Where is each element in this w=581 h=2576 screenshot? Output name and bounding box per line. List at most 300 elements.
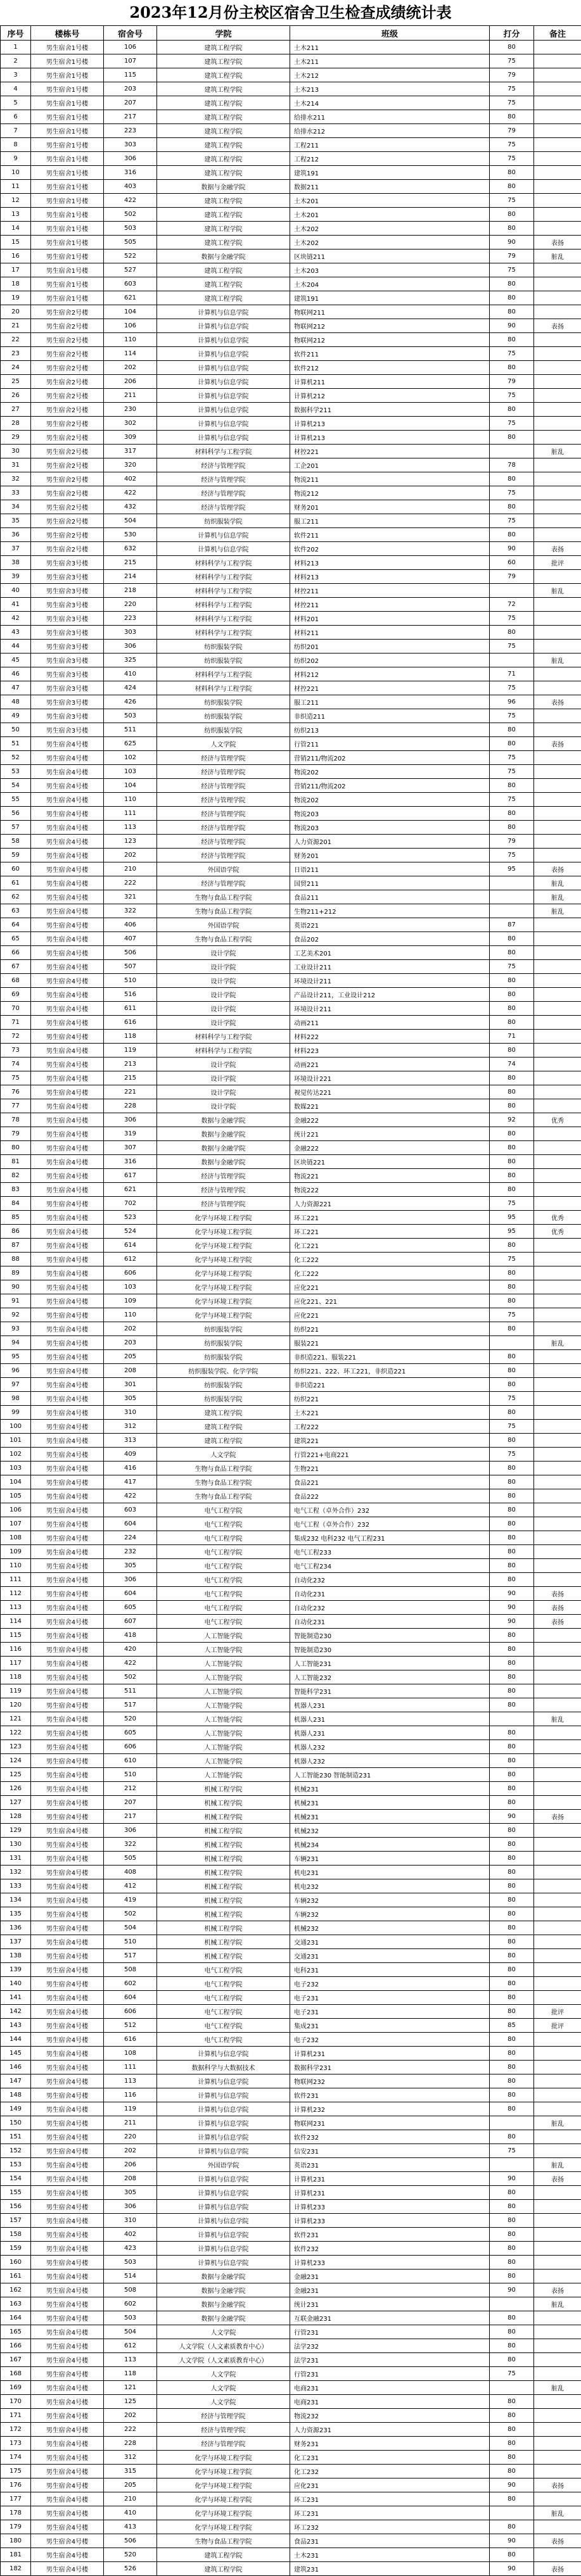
cell-class: 材料223 — [290, 1044, 490, 1058]
cell-class: 计算机213 — [290, 417, 490, 431]
cell-remark — [534, 110, 581, 124]
cell-remark — [534, 347, 581, 361]
cell-room: 312 — [104, 1420, 157, 1434]
cell-score: 80 — [490, 1266, 534, 1280]
table-row — [1, 653, 581, 667]
table-row — [1, 2102, 581, 2116]
cell-remark — [534, 263, 581, 277]
cell-score: 90 — [490, 542, 534, 556]
cell-remark — [534, 1002, 581, 1016]
cell-remark — [534, 1796, 581, 1810]
cell-college: 数据与金融学院 — [157, 2283, 290, 2297]
cell-college: 人工智能学院 — [157, 1684, 290, 1698]
cell-score: 80 — [490, 1573, 534, 1587]
cell-class: 电商231 — [290, 2395, 490, 2409]
cell-building: 男生宿舍4号楼 — [31, 2548, 104, 2562]
cell-score — [490, 904, 534, 918]
cell-score: 80 — [490, 1963, 534, 1977]
cell-room: 228 — [104, 2437, 157, 2451]
cell-room: 306 — [104, 152, 157, 166]
cell-class: 车辆231 — [290, 1852, 490, 1866]
cell-remark — [534, 681, 581, 695]
col-header-building: 楼栋号 — [31, 26, 104, 41]
cell-college: 材料科学与工程学院 — [157, 1030, 290, 1044]
cell-building: 男生宿舍4号楼 — [31, 918, 104, 932]
cell-college: 计算机与信息学院 — [157, 2172, 290, 2186]
cell-index: 71 — [1, 1016, 31, 1030]
cell-room: 222 — [104, 876, 157, 890]
table-row — [1, 1670, 581, 1684]
cell-score: 80 — [490, 1796, 534, 1810]
cell-score: 75 — [490, 751, 534, 765]
cell-building: 男生宿舍4号楼 — [31, 821, 104, 835]
cell-college: 人文学院 — [157, 2367, 290, 2381]
cell-score: 75 — [490, 54, 534, 68]
cell-building: 男生宿舍4号楼 — [31, 1559, 104, 1573]
cell-index: 166 — [1, 2339, 31, 2353]
table-row — [1, 124, 581, 138]
cell-college: 材料科学与工程学院 — [157, 556, 290, 570]
cell-remark — [534, 1670, 581, 1684]
cell-remark: 表扬 — [534, 2172, 581, 2186]
cell-score: 80 — [490, 1698, 534, 1712]
cell-college: 计算机与信息学院 — [157, 2242, 290, 2256]
cell-class: 机电232 — [290, 1879, 490, 1893]
cell-room: 502 — [104, 1907, 157, 1921]
cell-index: 42 — [1, 612, 31, 626]
cell-class: 人力资源221 — [290, 1197, 490, 1211]
cell-class: 金融231 — [290, 2270, 490, 2283]
cell-college: 材料科学与工程学院 — [157, 1044, 290, 1058]
cell-score: 80 — [490, 2061, 534, 2074]
table-row — [1, 1322, 581, 1336]
cell-remark: 脏乱 — [534, 2158, 581, 2172]
cell-college: 材料科学与工程学院 — [157, 570, 290, 584]
cell-remark — [534, 1503, 581, 1517]
cell-building: 男生宿舍4号楼 — [31, 2520, 104, 2534]
cell-building: 男生宿舍4号楼 — [31, 1099, 104, 1113]
cell-room: 301 — [104, 1378, 157, 1392]
cell-college: 生物与食品工程学院 — [157, 1475, 290, 1489]
cell-class: 机械234 — [290, 1838, 490, 1852]
cell-class: 英语221 — [290, 918, 490, 932]
cell-class: 物流221 — [290, 1169, 490, 1183]
cell-remark: 脏乱 — [534, 904, 581, 918]
cell-remark — [534, 2423, 581, 2437]
table-row — [1, 1824, 581, 1838]
cell-index: 51 — [1, 737, 31, 751]
table-row — [1, 2242, 581, 2256]
cell-remark: 脏乱 — [534, 2116, 581, 2130]
cell-score: 75 — [490, 1420, 534, 1434]
cell-class: 信安231 — [290, 2144, 490, 2158]
cell-class: 机器人232 — [290, 1754, 490, 1768]
table-row — [1, 1141, 581, 1155]
cell-score: 80 — [490, 1489, 534, 1503]
cell-score: 80 — [490, 2325, 534, 2339]
cell-index: 178 — [1, 2506, 31, 2520]
cell-index: 165 — [1, 2325, 31, 2339]
cell-class: 统计221 — [290, 1127, 490, 1141]
cell-building: 男生宿舍4号楼 — [31, 1294, 104, 1308]
cell-room: 316 — [104, 1155, 157, 1169]
cell-class: 土木204 — [290, 277, 490, 291]
cell-college: 经济与管理学院 — [157, 486, 290, 500]
table-row — [1, 570, 581, 584]
table-row — [1, 2520, 581, 2534]
cell-index: 101 — [1, 1434, 31, 1448]
cell-building: 男生宿舍4号楼 — [31, 2325, 104, 2339]
cell-remark: 表扬 — [534, 319, 581, 333]
cell-room: 621 — [104, 291, 157, 305]
cell-college: 人文学院 — [157, 737, 290, 751]
cell-score: 80 — [490, 1670, 534, 1684]
cell-remark — [534, 779, 581, 793]
cell-score: 80 — [490, 1364, 534, 1378]
table-row — [1, 166, 581, 180]
cell-remark — [534, 1392, 581, 1406]
table-row — [1, 1866, 581, 1879]
cell-index: 83 — [1, 1183, 31, 1197]
cell-index: 10 — [1, 166, 31, 180]
cell-index: 39 — [1, 570, 31, 584]
cell-index: 53 — [1, 765, 31, 779]
cell-index: 59 — [1, 849, 31, 862]
cell-class: 软件212 — [290, 361, 490, 375]
cell-room: 422 — [104, 1489, 157, 1503]
cell-remark — [534, 2311, 581, 2325]
cell-building: 男生宿舍4号楼 — [31, 904, 104, 918]
table-row — [1, 1350, 581, 1364]
cell-room: 202 — [104, 361, 157, 375]
cell-college: 化学与环境工程学院 — [157, 1253, 290, 1266]
cell-score: 79 — [490, 375, 534, 389]
cell-class: 土木213 — [290, 82, 490, 96]
cell-class: 材料213 — [290, 570, 490, 584]
cell-room: 305 — [104, 2186, 157, 2200]
table-row — [1, 222, 581, 236]
cell-score: 80 — [490, 2548, 534, 2562]
table-row — [1, 431, 581, 445]
cell-class: 土木211 — [290, 54, 490, 68]
cell-remark: 脏乱 — [534, 249, 581, 263]
cell-college: 机械工程学院 — [157, 1893, 290, 1907]
cell-score: 75 — [490, 138, 534, 152]
cell-remark — [534, 849, 581, 862]
cell-remark — [534, 2228, 581, 2242]
cell-college: 经济与管理学院 — [157, 849, 290, 862]
cell-index: 27 — [1, 403, 31, 417]
cell-college: 数据与金融学院 — [157, 1141, 290, 1155]
cell-class: 食品202 — [290, 932, 490, 946]
cell-remark — [534, 500, 581, 514]
cell-remark — [534, 2256, 581, 2270]
cell-remark — [534, 291, 581, 305]
table-row — [1, 1712, 581, 1726]
cell-building: 男生宿舍1号楼 — [31, 180, 104, 194]
cell-score: 80 — [490, 1852, 534, 1866]
table-body — [1, 41, 581, 2576]
cell-college: 机械工程学院 — [157, 1866, 290, 1879]
table-row — [1, 1253, 581, 1266]
cell-index: 76 — [1, 1085, 31, 1099]
cell-remark — [534, 96, 581, 110]
cell-score: 75 — [490, 960, 534, 974]
cell-index: 110 — [1, 1559, 31, 1573]
cell-index: 17 — [1, 263, 31, 277]
cell-building: 男生宿舍1号楼 — [31, 124, 104, 138]
cell-building: 男生宿舍2号楼 — [31, 431, 104, 445]
cell-score: 80 — [490, 2409, 534, 2423]
cell-remark — [534, 375, 581, 389]
cell-class: 化工222 — [290, 1266, 490, 1280]
cell-college: 数据与金融学院 — [157, 2297, 290, 2311]
cell-building: 男生宿舍4号楼 — [31, 2534, 104, 2548]
table-row — [1, 1489, 581, 1503]
cell-class: 机械232 — [290, 1824, 490, 1838]
table-row — [1, 1615, 581, 1629]
table-row — [1, 1364, 581, 1378]
table-row — [1, 1058, 581, 1071]
cell-building: 男生宿舍4号楼 — [31, 1058, 104, 1071]
cell-index: 131 — [1, 1852, 31, 1866]
table-row — [1, 751, 581, 765]
cell-remark — [534, 2186, 581, 2200]
cell-college: 人工智能学院 — [157, 1768, 290, 1782]
table-row — [1, 2214, 581, 2228]
cell-index: 159 — [1, 2242, 31, 2256]
cell-room: 607 — [104, 1615, 157, 1629]
cell-index: 5 — [1, 96, 31, 110]
cell-score: 80 — [490, 2228, 534, 2242]
cell-score — [490, 1712, 534, 1726]
table-row — [1, 138, 581, 152]
cell-college: 计算机与信息学院 — [157, 333, 290, 347]
cell-class: 视觉传达221 — [290, 1085, 490, 1099]
cell-remark — [534, 2367, 581, 2381]
cell-building: 男生宿舍4号楼 — [31, 1796, 104, 1810]
cell-class: 电商231 — [290, 2381, 490, 2395]
cell-college: 建筑工程学院 — [157, 110, 290, 124]
cell-building: 男生宿舍1号楼 — [31, 41, 104, 54]
cell-building: 男生宿舍1号楼 — [31, 68, 104, 82]
cell-remark — [534, 68, 581, 82]
table-row — [1, 1991, 581, 2005]
cell-building: 男生宿舍2号楼 — [31, 347, 104, 361]
cell-building: 男生宿舍4号楼 — [31, 876, 104, 890]
cell-index: 36 — [1, 528, 31, 542]
cell-index: 122 — [1, 1726, 31, 1740]
cell-building: 男生宿舍4号楼 — [31, 1378, 104, 1392]
cell-college: 人工智能学院 — [157, 1726, 290, 1740]
cell-index: 75 — [1, 1071, 31, 1085]
cell-score: 80 — [490, 1322, 534, 1336]
cell-building: 男生宿舍4号楼 — [31, 988, 104, 1002]
cell-college: 计算机与信息学院 — [157, 2088, 290, 2102]
cell-building: 男生宿舍4号楼 — [31, 1573, 104, 1587]
cell-remark: 脏乱 — [534, 890, 581, 904]
cell-class: 服装221 — [290, 1336, 490, 1350]
cell-class: 电气工程（卓外合作）232 — [290, 1503, 490, 1517]
cell-score: 80 — [490, 472, 534, 486]
cell-score: 80 — [490, 1866, 534, 1879]
table-row — [1, 667, 581, 681]
table-row — [1, 2492, 581, 2506]
cell-room: 702 — [104, 1197, 157, 1211]
cell-index: 156 — [1, 2200, 31, 2214]
cell-college: 经济与管理学院 — [157, 1169, 290, 1183]
cell-building: 男生宿舍4号楼 — [31, 1030, 104, 1044]
cell-remark: 表扬 — [534, 2478, 581, 2492]
table-row — [1, 263, 581, 277]
cell-class: 集成232 电科232 电气工程231 — [290, 1531, 490, 1545]
cell-score: 80 — [490, 361, 534, 375]
cell-remark — [534, 667, 581, 681]
cell-room: 111 — [104, 807, 157, 821]
cell-remark — [534, 2465, 581, 2478]
table-row — [1, 1587, 581, 1601]
cell-class: 土木202 — [290, 236, 490, 249]
table-row — [1, 277, 581, 291]
cell-score: 80 — [490, 2520, 534, 2534]
table-row — [1, 1643, 581, 1657]
cell-score: 90 — [490, 1615, 534, 1629]
cell-room: 221 — [104, 1085, 157, 1099]
cell-index: 161 — [1, 2270, 31, 2283]
cell-remark — [534, 222, 581, 236]
table-row — [1, 2270, 581, 2283]
cell-class: 给排水212 — [290, 124, 490, 138]
cell-score: 75 — [490, 96, 534, 110]
cell-room: 503 — [104, 222, 157, 236]
cell-college: 数据与金融学院 — [157, 249, 290, 263]
cell-room: 208 — [104, 2172, 157, 2186]
cell-building: 男生宿舍1号楼 — [31, 277, 104, 291]
cell-class: 财务231 — [290, 2437, 490, 2451]
cell-score: 75 — [490, 263, 534, 277]
cell-score: 80 — [490, 1127, 534, 1141]
cell-remark — [534, 1141, 581, 1155]
cell-class: 数据科学211 — [290, 403, 490, 417]
cell-building: 男生宿舍4号楼 — [31, 1670, 104, 1684]
table-row — [1, 2465, 581, 2478]
cell-index: 112 — [1, 1587, 31, 1601]
cell-room: 309 — [104, 431, 157, 445]
cell-index: 43 — [1, 626, 31, 640]
cell-building: 男生宿舍4号楼 — [31, 1002, 104, 1016]
cell-building: 男生宿舍4号楼 — [31, 1197, 104, 1211]
cell-building: 男生宿舍4号楼 — [31, 2256, 104, 2270]
cell-building: 男生宿舍4号楼 — [31, 1740, 104, 1754]
cell-score: 80 — [490, 1643, 534, 1657]
cell-building: 男生宿舍3号楼 — [31, 570, 104, 584]
cell-class: 英语231 — [290, 2158, 490, 2172]
cell-room: 603 — [104, 277, 157, 291]
cell-index: 130 — [1, 1838, 31, 1852]
cell-room: 514 — [104, 2270, 157, 2283]
cell-college: 计算机与信息学院 — [157, 431, 290, 445]
cell-score: 90 — [490, 1587, 534, 1601]
cell-room: 108 — [104, 2047, 157, 2061]
cell-building: 男生宿舍4号楼 — [31, 1211, 104, 1225]
cell-room: 125 — [104, 2395, 157, 2409]
cell-college: 电气工程学院 — [157, 1503, 290, 1517]
cell-score: 80 — [490, 626, 534, 640]
cell-class: 环工221 — [290, 1211, 490, 1225]
cell-score: 75 — [490, 194, 534, 208]
table-row — [1, 1977, 581, 1991]
cell-remark: 表扬 — [534, 1601, 581, 1615]
cell-score: 80 — [490, 2047, 534, 2061]
cell-remark — [534, 2548, 581, 2562]
cell-college: 外国语学院 — [157, 862, 290, 876]
cell-class: 统计231 — [290, 2297, 490, 2311]
cell-college: 建筑工程学院 — [157, 263, 290, 277]
cell-class: 物流232 — [290, 2409, 490, 2423]
cell-class: 机械232 — [290, 1921, 490, 1935]
cell-class: 区块链211 — [290, 249, 490, 263]
table-row — [1, 1113, 581, 1127]
table-row — [1, 1099, 581, 1113]
cell-room: 416 — [104, 1462, 157, 1475]
cell-building: 男生宿舍4号楼 — [31, 849, 104, 862]
cell-room: 605 — [104, 1726, 157, 1740]
cell-remark: 表扬 — [534, 2534, 581, 2548]
cell-index: 92 — [1, 1308, 31, 1322]
cell-college: 电气工程学院 — [157, 1615, 290, 1629]
cell-room: 223 — [104, 612, 157, 626]
cell-remark — [534, 1782, 581, 1796]
cell-building: 男生宿舍3号楼 — [31, 667, 104, 681]
cell-score: 80 — [490, 1141, 534, 1155]
cell-college: 计算机与信息学院 — [157, 2214, 290, 2228]
cell-building: 男生宿舍4号楼 — [31, 1684, 104, 1698]
cell-building: 男生宿舍4号楼 — [31, 1698, 104, 1712]
cell-index: 145 — [1, 2047, 31, 2061]
table-row — [1, 1893, 581, 1907]
cell-building: 男生宿舍4号楼 — [31, 2353, 104, 2367]
cell-college: 化学与环境工程学院 — [157, 1280, 290, 1294]
cell-index: 143 — [1, 2019, 31, 2033]
table-row — [1, 765, 581, 779]
cell-college: 材料科学与工程学院 — [157, 612, 290, 626]
table-row — [1, 1963, 581, 1977]
cell-score: 80 — [490, 1740, 534, 1754]
cell-room: 606 — [104, 1266, 157, 1280]
table-row — [1, 2005, 581, 2019]
cell-remark — [534, 1266, 581, 1280]
cell-college: 计算机与信息学院 — [157, 361, 290, 375]
cell-score: 80 — [490, 1462, 534, 1475]
cell-class: 应化221、221 — [290, 1294, 490, 1308]
cell-building: 男生宿舍3号楼 — [31, 556, 104, 570]
cell-score — [490, 2297, 534, 2311]
cell-college: 经济与管理学院 — [157, 821, 290, 835]
cell-building: 男生宿舍4号楼 — [31, 1657, 104, 1670]
cell-building: 男生宿舍4号楼 — [31, 974, 104, 988]
cell-class: 人工智能231 — [290, 1657, 490, 1670]
cell-room: 504 — [104, 1921, 157, 1935]
cell-index: 108 — [1, 1531, 31, 1545]
cell-score: 80 — [490, 1044, 534, 1058]
cell-college: 材料科学与工程学院 — [157, 584, 290, 598]
cell-college: 机械工程学院 — [157, 1852, 290, 1866]
cell-room: 527 — [104, 263, 157, 277]
table-row — [1, 835, 581, 849]
cell-building: 男生宿舍4号楼 — [31, 2506, 104, 2520]
cell-remark — [534, 124, 581, 138]
table-row — [1, 1225, 581, 1239]
